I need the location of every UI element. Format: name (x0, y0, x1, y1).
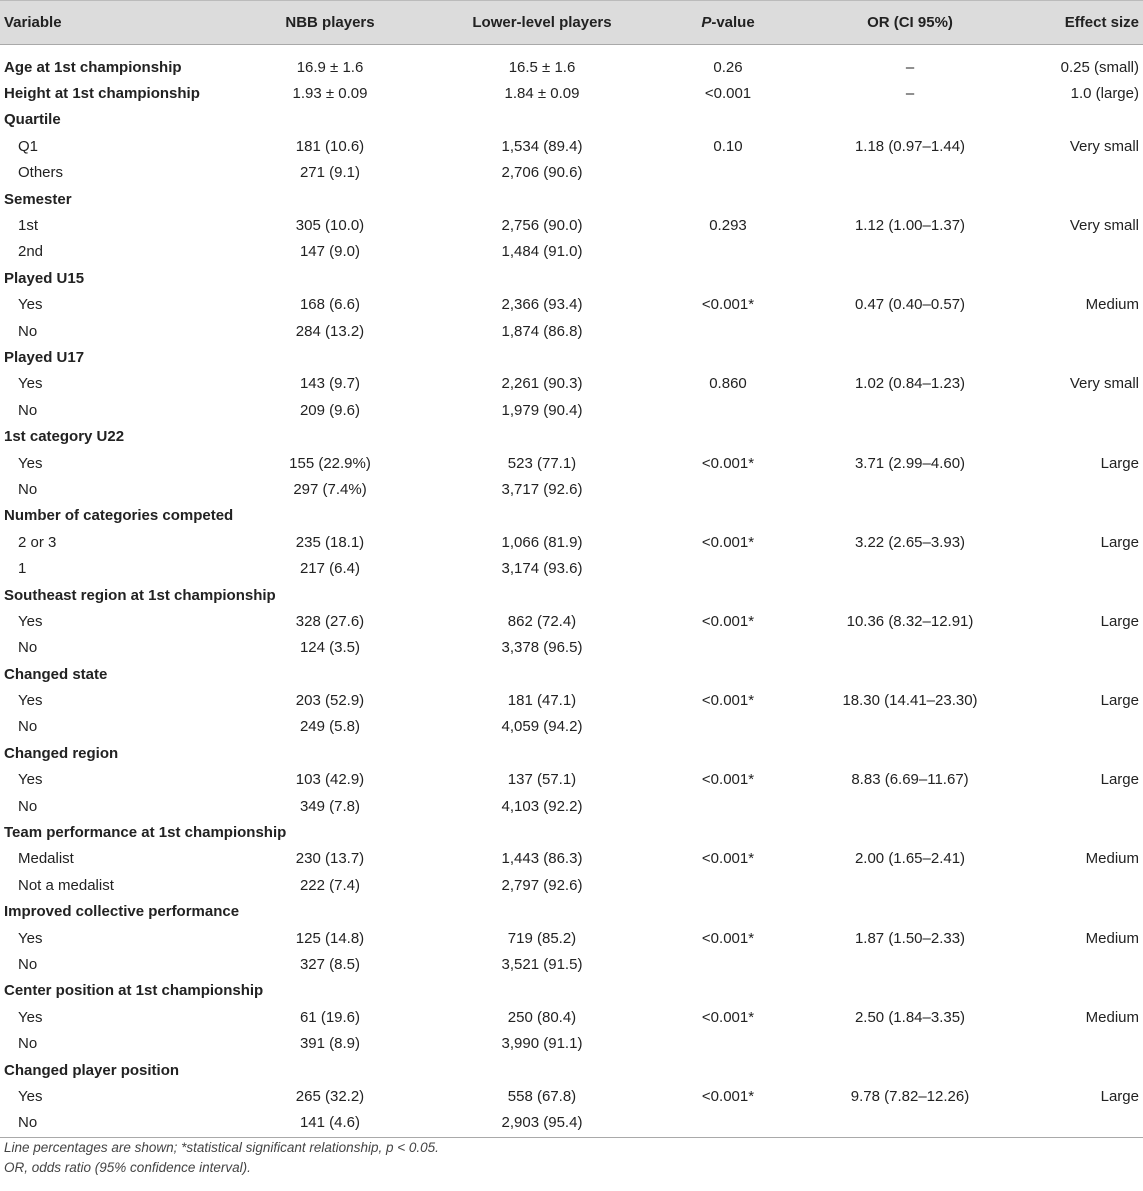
nbb-cell: 222 (7.4) (299, 876, 361, 894)
odds-ratio-cell (810, 899, 1010, 925)
nbb-cell: 235 (18.1) (295, 533, 365, 551)
header-nbb-players: NBB players (285, 14, 375, 31)
p-value-cell (628, 819, 828, 845)
table-row-group (0, 186, 1143, 212)
p-value-cell (628, 714, 828, 740)
header-p-italic: P (701, 14, 712, 31)
p-value-cell: <0.001* (701, 850, 755, 868)
table-row (0, 714, 1143, 740)
table-row (0, 1004, 1143, 1030)
effect-size-cell: 1.0 (large) (1070, 85, 1139, 103)
nbb-cell: 327 (8.5) (299, 955, 361, 973)
table-row (0, 846, 1143, 872)
odds-ratio-cell (810, 951, 1010, 977)
p-value-cell (628, 318, 828, 344)
variable-cell: No (18, 718, 38, 736)
variable-cell: No (18, 480, 38, 498)
variable-cell: Center position at 1st championship (4, 982, 264, 1000)
table-row-group (0, 582, 1143, 608)
p-value-cell (628, 107, 828, 133)
odds-ratio-cell (810, 344, 1010, 370)
lower-level-cell (427, 978, 657, 1004)
effect-size-cell: Medium (1085, 1008, 1139, 1026)
lower-level-cell (427, 899, 657, 925)
odds-ratio-cell (810, 1057, 1010, 1083)
p-value-cell: <0.001* (701, 771, 755, 789)
table-row (0, 450, 1143, 476)
effect-size-cell: Medium (1085, 929, 1139, 947)
table-body (0, 45, 1143, 1136)
footnote-line-percentages: Line percentages are shown; *statistical significant relationship, p < 0.05. (4, 1140, 439, 1156)
nbb-cell: 230 (13.7) (295, 850, 365, 868)
table-row-group (0, 423, 1143, 449)
variable-cell: Played U17 (4, 348, 85, 366)
lower-level-cell: 1.84 ± 0.09 (504, 85, 580, 103)
nbb-cell (230, 503, 430, 529)
lower-level-cell: 137 (57.1) (507, 771, 577, 789)
effect-size-cell (1011, 503, 1139, 529)
lower-level-cell: 719 (85.2) (507, 929, 577, 947)
variable-cell: Age at 1st championship (4, 58, 182, 76)
p-value-cell (628, 635, 828, 661)
effect-size-cell (1011, 160, 1139, 186)
variable-cell: Yes (18, 375, 43, 393)
effect-size-cell (1011, 239, 1139, 265)
p-value-cell (628, 344, 828, 370)
variable-cell: Semester (4, 190, 72, 208)
variable-cell: No (18, 322, 38, 340)
lower-level-cell: 1,443 (86.3) (501, 850, 583, 868)
lower-level-cell: 1,484 (91.0) (501, 243, 583, 261)
effect-size-cell (1011, 555, 1139, 581)
odds-ratio-cell (810, 793, 1010, 819)
footnote-odds-ratio: OR, odds ratio (95% confidence interval). (4, 1160, 251, 1176)
nbb-cell: 217 (6.4) (299, 560, 361, 578)
variable-cell: Improved collective performance (4, 903, 240, 921)
nbb-cell: 265 (32.2) (295, 1087, 365, 1105)
odds-ratio-cell (810, 265, 1010, 291)
table-row (0, 529, 1143, 555)
variable-cell: Yes (18, 296, 43, 314)
lower-level-cell: 16.5 ± 1.6 (508, 58, 576, 76)
lower-level-cell (427, 107, 657, 133)
effect-size-cell (1011, 1030, 1139, 1056)
nbb-cell (230, 265, 430, 291)
effect-size-cell (1011, 318, 1139, 344)
nbb-cell (230, 661, 430, 687)
odds-ratio-cell (810, 160, 1010, 186)
lower-level-cell: 558 (67.8) (507, 1087, 577, 1105)
effect-size-cell (1011, 951, 1139, 977)
nbb-cell: 1.93 ± 0.09 (292, 85, 368, 103)
variable-cell: Changed player position (4, 1061, 180, 1079)
effect-size-cell: Very small (1069, 217, 1139, 235)
table-row (0, 318, 1143, 344)
nbb-cell: 181 (10.6) (295, 137, 365, 155)
lower-level-cell: 3,521 (91.5) (501, 955, 583, 973)
odds-ratio-cell (810, 555, 1010, 581)
nbb-cell: 103 (42.9) (295, 771, 365, 789)
effect-size-cell (1011, 635, 1139, 661)
nbb-cell (230, 978, 430, 1004)
odds-ratio-cell (810, 872, 1010, 898)
p-value-cell (628, 160, 828, 186)
variable-cell: Height at 1st championship (4, 85, 200, 103)
effect-size-cell (1011, 819, 1139, 845)
odds-ratio-cell (810, 503, 1010, 529)
odds-ratio-cell (810, 1030, 1010, 1056)
odds-ratio-cell: 10.36 (8.32–12.91) (846, 612, 974, 630)
nbb-cell: 61 (19.6) (299, 1008, 361, 1026)
effect-size-cell (1011, 978, 1139, 1004)
odds-ratio-cell (810, 714, 1010, 740)
effect-size-cell: Large (1100, 533, 1139, 551)
variable-cell: No (18, 797, 38, 815)
table-row-group (0, 819, 1143, 845)
table-row-group (0, 1057, 1143, 1083)
p-value-cell (628, 740, 828, 766)
table-header (0, 0, 1143, 45)
effect-size-cell (1011, 476, 1139, 502)
lower-level-cell: 2,756 (90.0) (501, 217, 583, 235)
p-value-cell (628, 397, 828, 423)
nbb-cell (230, 423, 430, 449)
table-row (0, 635, 1143, 661)
table-row (0, 687, 1143, 713)
table-row (0, 767, 1143, 793)
effect-size-cell (1011, 1057, 1139, 1083)
nbb-cell (230, 819, 430, 845)
effect-size-cell: Medium (1085, 850, 1139, 868)
p-value-cell (628, 1030, 828, 1056)
variable-cell: 1st (18, 217, 39, 235)
nbb-cell: 155 (22.9%) (289, 454, 371, 472)
lower-level-cell: 523 (77.1) (507, 454, 577, 472)
table-row-group (0, 503, 1143, 529)
effect-size-cell (1011, 740, 1139, 766)
effect-size-cell (1011, 423, 1139, 449)
odds-ratio-cell: 2.00 (1.65–2.41) (854, 850, 966, 868)
table-row (0, 133, 1143, 159)
nbb-cell (230, 186, 430, 212)
p-value-cell (628, 239, 828, 265)
lower-level-cell (427, 503, 657, 529)
header-odds-ratio: OR (CI 95%) (867, 14, 953, 31)
table-row (0, 1030, 1143, 1056)
effect-size-cell (1011, 344, 1139, 370)
table-row (0, 925, 1143, 951)
table-row (0, 951, 1143, 977)
p-value-cell: <0.001* (701, 612, 755, 630)
odds-ratio-cell (810, 978, 1010, 1004)
p-value-cell: <0.001* (701, 296, 755, 314)
odds-ratio-cell (810, 1110, 1010, 1136)
table-row-group (0, 740, 1143, 766)
p-value-cell: <0.001* (701, 692, 755, 710)
table-row-group (0, 265, 1143, 291)
odds-ratio-cell (810, 740, 1010, 766)
p-value-cell (628, 899, 828, 925)
odds-ratio-cell (810, 635, 1010, 661)
nbb-cell: 141 (4.6) (299, 1114, 361, 1132)
nbb-cell: 16.9 ± 1.6 (296, 58, 364, 76)
odds-ratio-cell (810, 318, 1010, 344)
odds-ratio-cell: 1.12 (1.00–1.37) (854, 217, 966, 235)
p-value-cell: 0.860 (709, 375, 747, 393)
odds-ratio-cell: 18.30 (14.41–23.30) (842, 692, 978, 710)
nbb-cell: 391 (8.9) (299, 1035, 361, 1053)
lower-level-cell: 1,534 (89.4) (501, 137, 583, 155)
lower-level-cell (427, 423, 657, 449)
nbb-cell: 305 (10.0) (295, 217, 365, 235)
variable-cell: Yes (18, 929, 43, 947)
p-value-cell (628, 951, 828, 977)
nbb-cell (230, 899, 430, 925)
odds-ratio-cell: 1.18 (0.97–1.44) (854, 137, 966, 155)
odds-ratio-cell: 1.02 (0.84–1.23) (854, 375, 966, 393)
nbb-cell (230, 1057, 430, 1083)
lower-level-cell (427, 344, 657, 370)
p-value-cell (628, 1110, 828, 1136)
lower-level-cell (427, 1057, 657, 1083)
effect-size-cell (1011, 714, 1139, 740)
variable-cell: 2 or 3 (18, 533, 57, 551)
lower-level-cell: 3,174 (93.6) (501, 560, 583, 578)
odds-ratio-cell (810, 423, 1010, 449)
table-row (0, 1083, 1143, 1109)
variable-cell: Yes (18, 771, 43, 789)
variable-cell: Yes (18, 1008, 43, 1026)
p-value-cell (628, 476, 828, 502)
odds-ratio-cell: 3.71 (2.99–4.60) (854, 454, 966, 472)
lower-level-cell (427, 740, 657, 766)
lower-level-cell: 1,874 (86.8) (501, 322, 583, 340)
effect-size-cell: Very small (1069, 375, 1139, 393)
variable-cell: Q1 (18, 137, 39, 155)
table-row (0, 476, 1143, 502)
p-value-cell (628, 186, 828, 212)
p-value-cell (628, 793, 828, 819)
table-row (0, 397, 1143, 423)
p-value-cell: <0.001* (701, 454, 755, 472)
effect-size-cell: Medium (1085, 296, 1139, 314)
odds-ratio-cell: 0.47 (0.40–0.57) (854, 296, 966, 314)
variable-cell: Not a medalist (18, 876, 114, 894)
odds-ratio-cell (810, 239, 1010, 265)
lower-level-cell (427, 819, 657, 845)
nbb-cell: 203 (52.9) (295, 692, 365, 710)
odds-ratio-cell: 3.22 (2.65–3.93) (854, 533, 966, 551)
effect-size-cell (1011, 582, 1139, 608)
table-row (0, 160, 1143, 186)
table-row (0, 371, 1143, 397)
effect-size-cell (1011, 793, 1139, 819)
p-value-cell (628, 1057, 828, 1083)
table-row (0, 1110, 1143, 1136)
variable-cell: No (18, 639, 38, 657)
nbb-cell: 168 (6.6) (299, 296, 361, 314)
p-value-cell: <0.001* (701, 533, 755, 551)
effect-size-cell: Large (1100, 454, 1139, 472)
variable-cell: No (18, 1114, 38, 1132)
nbb-cell: 125 (14.8) (295, 929, 365, 947)
lower-level-cell: 1,066 (81.9) (501, 533, 583, 551)
p-value-cell: <0.001* (701, 1087, 755, 1105)
lower-level-cell: 3,378 (96.5) (501, 639, 583, 657)
lower-level-cell (427, 265, 657, 291)
p-value-cell (628, 503, 828, 529)
odds-ratio-cell (810, 661, 1010, 687)
header-effect-size: Effect size (1064, 14, 1139, 31)
lower-level-cell: 1,979 (90.4) (501, 401, 583, 419)
p-value-cell (628, 661, 828, 687)
table-row (0, 212, 1143, 238)
effect-size-cell: Large (1100, 612, 1139, 630)
effect-size-cell (1011, 397, 1139, 423)
odds-ratio-cell (810, 582, 1010, 608)
p-value-cell (628, 978, 828, 1004)
effect-size-cell (1011, 661, 1139, 687)
variable-cell: Played U15 (4, 269, 85, 287)
table-row (0, 872, 1143, 898)
effect-size-cell (1011, 107, 1139, 133)
table-row-group (0, 54, 1143, 80)
table-row (0, 292, 1143, 318)
odds-ratio-cell: – (905, 85, 915, 103)
lower-level-cell: 2,706 (90.6) (501, 164, 583, 182)
effect-size-cell (1011, 1110, 1139, 1136)
odds-ratio-cell: 9.78 (7.82–12.26) (850, 1087, 970, 1105)
nbb-cell: 328 (27.6) (295, 612, 365, 630)
variable-cell: Southeast region at 1st championship (4, 586, 276, 604)
nbb-cell (230, 582, 430, 608)
lower-level-cell: 4,059 (94.2) (501, 718, 583, 736)
nbb-cell: 209 (9.6) (299, 401, 361, 419)
odds-ratio-cell: 1.87 (1.50–2.33) (854, 929, 966, 947)
nbb-cell: 284 (13.2) (295, 322, 365, 340)
variable-cell: Quartile (4, 111, 61, 129)
p-value-cell: 0.10 (713, 137, 743, 155)
nbb-cell: 297 (7.4%) (293, 480, 367, 498)
effect-size-cell: 0.25 (small) (1060, 58, 1139, 76)
nbb-cell: 271 (9.1) (299, 164, 361, 182)
lower-level-cell (427, 186, 657, 212)
variable-cell: Team performance at 1st championship (4, 824, 287, 842)
table-row-group (0, 107, 1143, 133)
p-value-cell (628, 423, 828, 449)
p-value-cell (628, 265, 828, 291)
effect-size-cell (1011, 899, 1139, 925)
p-value-cell: <0.001* (701, 1008, 755, 1026)
lower-level-cell: 862 (72.4) (507, 612, 577, 630)
odds-ratio-cell: 2.50 (1.84–3.35) (854, 1008, 966, 1026)
variable-cell: Changed state (4, 665, 108, 683)
lower-level-cell: 2,261 (90.3) (501, 375, 583, 393)
p-value-cell (628, 555, 828, 581)
variable-cell: No (18, 955, 38, 973)
odds-ratio-cell: 8.83 (6.69–11.67) (851, 771, 969, 789)
table-row (0, 793, 1143, 819)
odds-ratio-cell (810, 186, 1010, 212)
variable-cell: Others (18, 164, 64, 182)
effect-size-cell (1011, 872, 1139, 898)
effect-size-cell: Very small (1069, 137, 1139, 155)
lower-level-cell: 4,103 (92.2) (501, 797, 583, 815)
lower-level-cell: 250 (80.4) (507, 1008, 577, 1026)
variable-cell: 2nd (18, 243, 44, 261)
variable-cell: Medalist (18, 850, 74, 868)
table-row-group (0, 661, 1143, 687)
variable-cell: Yes (18, 612, 43, 630)
p-value-cell (628, 582, 828, 608)
nbb-cell (230, 107, 430, 133)
odds-ratio-cell (810, 476, 1010, 502)
variable-cell: No (18, 1035, 38, 1053)
lower-level-cell: 2,797 (92.6) (501, 876, 583, 894)
effect-size-cell (1011, 265, 1139, 291)
nbb-cell: 147 (9.0) (299, 243, 361, 261)
lower-level-cell: 2,903 (95.4) (501, 1114, 583, 1132)
header-p-value (628, 1, 828, 44)
nbb-cell (230, 740, 430, 766)
p-value-cell (628, 872, 828, 898)
header-p-rest: -value (711, 14, 755, 31)
variable-cell: Yes (18, 454, 43, 472)
header-variable: Variable (4, 14, 62, 31)
table-row (0, 555, 1143, 581)
lower-level-cell: 3,990 (91.1) (501, 1035, 583, 1053)
p-value-cell: <0.001 (704, 85, 752, 103)
variable-cell: No (18, 401, 38, 419)
variable-cell: 1st category U22 (4, 428, 125, 446)
nbb-cell: 143 (9.7) (299, 375, 361, 393)
odds-ratio-cell (810, 107, 1010, 133)
variable-cell: 1 (18, 560, 27, 578)
variable-cell: Changed region (4, 744, 119, 762)
table-row-group (0, 978, 1143, 1004)
odds-ratio-cell (810, 819, 1010, 845)
table-row-group (0, 899, 1143, 925)
odds-ratio-cell (810, 397, 1010, 423)
odds-ratio-cell: – (905, 58, 915, 76)
variable-cell: Number of categories competed (4, 507, 234, 525)
table-row (0, 608, 1143, 634)
variable-cell: Yes (18, 692, 43, 710)
lower-level-cell (427, 582, 657, 608)
effect-size-cell: Large (1100, 692, 1139, 710)
table-row-group (0, 344, 1143, 370)
p-value-cell: <0.001* (701, 929, 755, 947)
lower-level-cell: 2,366 (93.4) (501, 296, 583, 314)
lower-level-cell (427, 661, 657, 687)
table-row-group (0, 80, 1143, 106)
p-value-cell: 0.26 (713, 58, 743, 76)
nbb-cell: 349 (7.8) (299, 797, 361, 815)
lower-level-cell: 3,717 (92.6) (501, 480, 583, 498)
table-row (0, 239, 1143, 265)
nbb-cell: 249 (5.8) (299, 718, 361, 736)
nbb-cell: 124 (3.5) (299, 639, 361, 657)
p-value-cell: 0.293 (709, 217, 747, 235)
nbb-cell (230, 344, 430, 370)
variable-cell: Yes (18, 1087, 43, 1105)
header-lower-level-players: Lower-level players (472, 14, 612, 31)
effect-size-cell: Large (1100, 1087, 1139, 1105)
effect-size-cell (1011, 186, 1139, 212)
effect-size-cell: Large (1100, 771, 1139, 789)
lower-level-cell: 181 (47.1) (507, 692, 577, 710)
